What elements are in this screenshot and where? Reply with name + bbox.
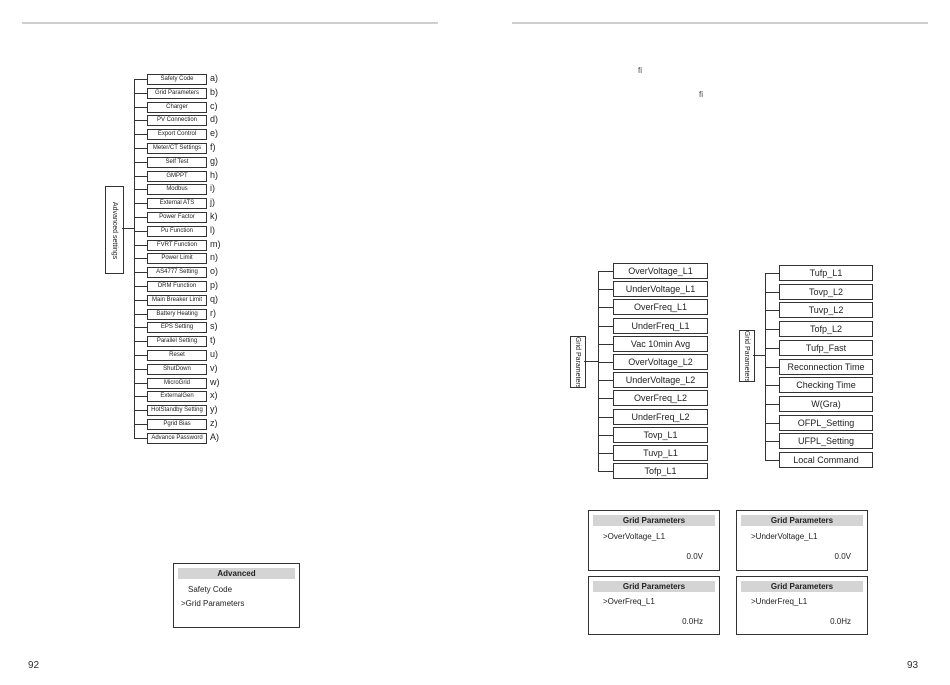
tree-branch xyxy=(598,417,613,418)
tree-item: External ATS xyxy=(147,198,207,209)
tree-item-letter: p) xyxy=(210,280,219,290)
advanced-settings-root: Advanced settings xyxy=(105,186,124,274)
tree-branch xyxy=(598,271,613,272)
tree-item: Reconnection Time xyxy=(779,359,873,375)
tree-branch xyxy=(765,423,779,424)
tree-item-letter: x) xyxy=(210,390,218,401)
tree-item-letter: e) xyxy=(210,128,219,139)
tree-branch xyxy=(134,355,147,356)
tree-branch xyxy=(134,327,147,328)
tree-connector xyxy=(122,228,134,229)
tree-item: UnderFreq_L2 xyxy=(613,409,708,425)
tree-item-letter: A) xyxy=(210,431,219,442)
tree-branch xyxy=(765,441,779,442)
tree-item-letter: z) xyxy=(210,418,218,428)
tree-item: Tufp_L1 xyxy=(779,265,873,281)
tree-connector xyxy=(753,355,765,356)
text-fragment: fi xyxy=(699,90,703,99)
tree-item-letter: f) xyxy=(210,142,216,152)
tree-item-letter: h) xyxy=(210,169,219,180)
tree-item: Meter/CT Settings xyxy=(147,143,207,154)
lcd-value: 0.0Hz xyxy=(682,617,703,626)
tree-item: W(Gra) xyxy=(779,396,873,412)
tree-branch xyxy=(134,424,147,425)
tree-branch xyxy=(134,314,147,315)
tree-branch xyxy=(598,289,613,290)
tree-branch xyxy=(134,410,147,411)
tree-item: ShutDown xyxy=(147,364,207,375)
tree-branch xyxy=(134,369,147,370)
tree-item-letter: g) xyxy=(210,155,219,166)
lcd-menu-item: Safety Code xyxy=(188,585,233,594)
tree-item: FVRT Function xyxy=(147,240,207,251)
tree-branch xyxy=(598,307,613,308)
tree-item: Checking Time xyxy=(779,377,873,393)
tree-item-letter: t) xyxy=(210,335,216,346)
tree-item: Tofp_L2 xyxy=(779,321,873,337)
tree-item: Tovp_L2 xyxy=(779,284,873,300)
lcd-title: Grid Parameters xyxy=(593,515,715,526)
tree-branch xyxy=(134,217,147,218)
tree-item: Local Command xyxy=(779,452,873,468)
lcd-value: 0.0V xyxy=(834,552,851,561)
tree-item-letter: u) xyxy=(210,349,219,359)
tree-item-letter: b) xyxy=(210,86,219,97)
tree-item: OFPL_Setting xyxy=(779,415,873,431)
tree-item: Grid Parameters xyxy=(147,88,207,99)
tree-branch xyxy=(134,396,147,397)
tree-branch xyxy=(765,273,779,274)
tree-item: Tofp_L1 xyxy=(613,463,708,479)
tree-branch xyxy=(598,326,613,327)
lcd-title: Grid Parameters xyxy=(593,581,715,592)
tree-item: UnderFreq_L1 xyxy=(613,318,708,334)
tree-branch xyxy=(134,176,147,177)
tree-branch xyxy=(134,286,147,287)
lcd-screen-overfreq xyxy=(588,576,720,635)
tree-item: Self Test xyxy=(147,157,207,168)
tree-item-letter: k) xyxy=(210,211,218,221)
tree-item: Main Breaker Limit xyxy=(147,295,207,306)
tree-item: Tuvp_L2 xyxy=(779,302,873,318)
tree-item-letter: d) xyxy=(210,114,219,125)
tree-trunk xyxy=(598,271,599,472)
header-rule-right xyxy=(512,22,928,24)
tree-branch xyxy=(134,383,147,384)
text-fragment: fi xyxy=(638,66,642,75)
lcd-item: >UnderVoltage_L1 xyxy=(751,532,818,541)
tree-branch xyxy=(134,272,147,273)
tree-item-letter: l) xyxy=(210,224,215,235)
tree-item: OverFreq_L1 xyxy=(613,299,708,315)
tree-item: Parallel Setting xyxy=(147,336,207,347)
tree-item: Safety Code xyxy=(147,74,207,85)
tree-branch xyxy=(134,203,147,204)
tree-item-letter: m) xyxy=(210,238,221,249)
lcd-title: Grid Parameters xyxy=(741,515,863,526)
tree-branch xyxy=(765,329,779,330)
tree-item: Pgrid Bias xyxy=(147,419,207,430)
lcd-screen-undervoltage xyxy=(736,510,868,571)
tree-item: Power Limit xyxy=(147,253,207,264)
tree-item: Export Control xyxy=(147,129,207,140)
tree-item-letter: y) xyxy=(210,404,218,415)
tree-item: DRM Function xyxy=(147,281,207,292)
tree-branch xyxy=(134,258,147,259)
tree-item-letter: v) xyxy=(210,362,218,373)
tree-item: UnderVoltage_L2 xyxy=(613,372,708,388)
tree-branch xyxy=(598,453,613,454)
tree-branch xyxy=(134,341,147,342)
tree-branch xyxy=(134,120,147,121)
tree-item-letter: c) xyxy=(210,100,218,111)
tree-item: PV Connection xyxy=(147,115,207,126)
tree-item: GMPPT xyxy=(147,171,207,182)
header-rule-left xyxy=(22,22,438,24)
tree-item-letter: s) xyxy=(210,321,218,332)
tree-item: Tovp_L1 xyxy=(613,427,708,443)
tree-branch xyxy=(765,292,779,293)
tree-branch xyxy=(598,398,613,399)
tree-branch xyxy=(134,134,147,135)
tree-item-letter: q) xyxy=(210,293,219,304)
tree-item-letter: i) xyxy=(210,183,215,194)
tree-branch xyxy=(598,435,613,436)
lcd-menu-item-selected: >Grid Parameters xyxy=(181,599,245,608)
tree-item: Reset xyxy=(147,350,207,361)
tree-branch xyxy=(134,162,147,163)
tree-item: Battery Heating xyxy=(147,309,207,320)
lcd-item: >OverFreq_L1 xyxy=(603,597,655,606)
tree-branch xyxy=(598,471,613,472)
lcd-screen-overvoltage xyxy=(588,510,720,571)
tree-item: Vac 10min Avg xyxy=(613,336,708,352)
tree-item: AS4777 Setting xyxy=(147,267,207,278)
lcd-title: Advanced xyxy=(178,568,295,579)
tree-item: OverVoltage_L1 xyxy=(613,263,708,279)
tree-item: OverFreq_L2 xyxy=(613,390,708,406)
grid-parameters-root-2: Grid Parameters xyxy=(739,330,755,382)
lcd-item: >UnderFreq_L1 xyxy=(751,597,808,606)
tree-branch xyxy=(134,79,147,80)
tree-item: Charger xyxy=(147,102,207,113)
page-number-right: 93 xyxy=(907,660,919,671)
tree-branch xyxy=(134,107,147,108)
tree-branch xyxy=(134,189,147,190)
tree-connector xyxy=(584,361,598,362)
lcd-title: Grid Parameters xyxy=(741,581,863,592)
grid-parameters-root-1: Grid Parameters xyxy=(570,336,586,388)
tree-item-letter: w) xyxy=(210,376,220,387)
tree-branch xyxy=(765,310,779,311)
tree-item: ExternalGen xyxy=(147,391,207,402)
page-number-left: 92 xyxy=(28,660,40,671)
tree-branch xyxy=(598,344,613,345)
tree-branch xyxy=(134,300,147,301)
tree-branch xyxy=(765,348,779,349)
tree-item-letter: r) xyxy=(210,307,216,318)
tree-branch xyxy=(134,148,147,149)
tree-branch xyxy=(765,460,779,461)
tree-item: Advance Password xyxy=(147,433,207,444)
tree-item: MicroGrid xyxy=(147,378,207,389)
tree-item: HotStandby Setting xyxy=(147,405,207,416)
lcd-value: 0.0Hz xyxy=(830,617,851,626)
tree-branch xyxy=(134,245,147,246)
lcd-item: >OverVoltage_L1 xyxy=(603,532,666,541)
tree-item: OverVoltage_L2 xyxy=(613,354,708,370)
tree-item: EPS Setting xyxy=(147,322,207,333)
tree-item-letter: o) xyxy=(210,266,219,277)
tree-branch xyxy=(134,438,147,439)
tree-item: Tuvp_L1 xyxy=(613,445,708,461)
lcd-screen-underfreq xyxy=(736,576,868,635)
tree-item: Pu Function xyxy=(147,226,207,237)
tree-branch xyxy=(765,404,779,405)
tree-item: Power Factor xyxy=(147,212,207,223)
tree-branch xyxy=(134,93,147,94)
tree-item-letter: a) xyxy=(210,73,219,83)
advanced-lcd-screen xyxy=(173,563,300,628)
tree-item-letter: n) xyxy=(210,252,219,263)
tree-branch xyxy=(134,231,147,232)
tree-branch xyxy=(765,367,779,368)
tree-item-letter: j) xyxy=(210,197,215,208)
tree-item: UFPL_Setting xyxy=(779,433,873,449)
tree-branch xyxy=(598,362,613,363)
tree-item: Tufp_Fast xyxy=(779,340,873,356)
tree-item: UnderVoltage_L1 xyxy=(613,281,708,297)
lcd-value: 0.0V xyxy=(686,552,703,561)
tree-branch xyxy=(765,385,779,386)
tree-branch xyxy=(598,380,613,381)
tree-item: Modbus xyxy=(147,184,207,195)
